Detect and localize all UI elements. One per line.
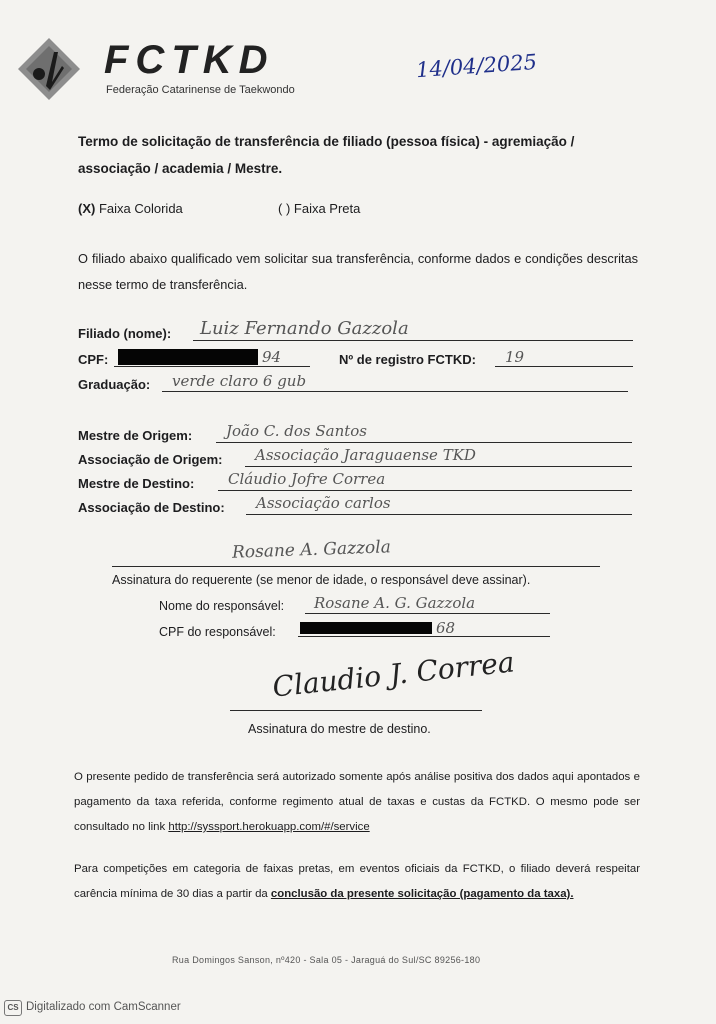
mestre-destino-line: [218, 490, 632, 491]
camscanner-icon: CS: [4, 1000, 22, 1016]
option-label: Faixa Preta: [293, 201, 361, 216]
redaction-bar: [300, 622, 432, 634]
mestre-origem-line: [216, 442, 632, 443]
address-footer: Rua Domingos Sanson, nº420 - Sala 05 - Jaraguá do Sul/SC 89256-180: [172, 955, 481, 965]
authorization-text: O presente pedido de transferência será autorizado somente após análise positiva dos dados aqui apontados e pagamento da taxa referida, conforme regimento atual de taxas e custas da FCTKD. O mesmo pode ser consultado no link: [74, 771, 640, 833]
option-faixa-preta[interactable]: [278, 201, 360, 216]
cpf-responsavel-line: [298, 636, 550, 637]
requerente-label: Assinatura do requerente (se menor de idade, o responsável deve assinar).: [112, 573, 531, 587]
cpf-label: CPF:: [78, 352, 109, 367]
handwritten-date: 14/04/2025: [415, 49, 538, 83]
assoc-origem-label: Associação de Origem:: [78, 452, 223, 467]
mestre-origem-value[interactable]: João C. dos Santos: [226, 422, 367, 440]
requerente-signature-line: [112, 566, 600, 567]
competition-paragraph: [74, 857, 640, 907]
mestre-label: Assinatura do mestre de destino.: [248, 722, 431, 736]
mestre-origem-label: Mestre de Origem:: [78, 428, 193, 443]
checkbox-mark: ( ): [278, 201, 291, 216]
filiado-label: Filiado (nome):: [78, 326, 172, 341]
form-title: Termo de solicitação de transferência de filiado (pessoa física) - agremiação / associação / academia / Mestre.: [78, 134, 575, 176]
responsavel-value[interactable]: Rosane A. G. Gazzola: [314, 594, 476, 612]
competition-emphasis: conclusão da presente solicitação (pagamento da taxa).: [270, 888, 574, 900]
brand-subtitle: Federação Catarinense de Taekwondo: [106, 84, 295, 96]
authorization-paragraph: [74, 765, 640, 840]
assoc-origem-line: [245, 466, 632, 467]
mestre-signature-line: [230, 710, 482, 711]
redaction-bar: [118, 349, 258, 365]
option-label: Faixa Colorida: [98, 201, 183, 216]
assoc-destino-line: [246, 514, 632, 515]
registro-line: [495, 366, 633, 367]
graduacao-line: [162, 391, 628, 392]
registro-label: Nº de registro FCTKD:: [339, 352, 476, 367]
graduacao-label: Graduação:: [78, 377, 151, 392]
assoc-origem-value[interactable]: Associação Jaraguaense TKD: [255, 446, 476, 464]
assoc-destino-value[interactable]: Associação carlos: [256, 494, 391, 512]
cpf-line: [114, 366, 310, 367]
brand-title: FCTKD: [104, 38, 275, 82]
registro-value[interactable]: 19: [505, 348, 525, 366]
mestre-destino-label: Mestre de Destino:: [78, 476, 195, 491]
cpf-value[interactable]: 94: [262, 348, 282, 366]
responsavel-label: Nome do responsável:: [159, 599, 285, 613]
graduacao-value[interactable]: verde claro 6 gub: [172, 372, 307, 390]
mestre-destino-value[interactable]: Cláudio Jofre Correa: [228, 470, 386, 488]
service-link[interactable]: http://syssport.herokuapp.com/#/service: [168, 821, 370, 833]
option-faixa-colorida[interactable]: [78, 201, 183, 216]
checkbox-mark: (X): [78, 201, 96, 216]
cpf-responsavel-label: CPF do responsável:: [159, 625, 276, 639]
fctkd-logo-icon: [16, 36, 82, 102]
intro-paragraph: O filiado abaixo qualificado vem solicitar sua transferência, conforme dados e condições descritas nesse termo de transferência.: [78, 251, 638, 292]
mestre-signature[interactable]: Claudio J. Correa: [270, 645, 516, 704]
competition-text: Para competições em categoria de faixas pretas, em eventos oficiais da FCTKD, o filiado deverá respeitar carência mínima de 30 dias a partir da: [74, 863, 640, 900]
assoc-destino-label: Associação de Destino:: [78, 500, 225, 515]
responsavel-line: [305, 613, 550, 614]
filiado-line: [193, 340, 633, 341]
camscanner-watermark: [4, 1000, 181, 1016]
requerente-signature[interactable]: Rosane A. Gazzola: [231, 537, 392, 563]
camscanner-text: Digitalizado com CamScanner: [26, 1001, 181, 1013]
filiado-value[interactable]: Luiz Fernando Gazzola: [200, 318, 409, 339]
cpf-responsavel-value[interactable]: 68: [436, 619, 456, 637]
